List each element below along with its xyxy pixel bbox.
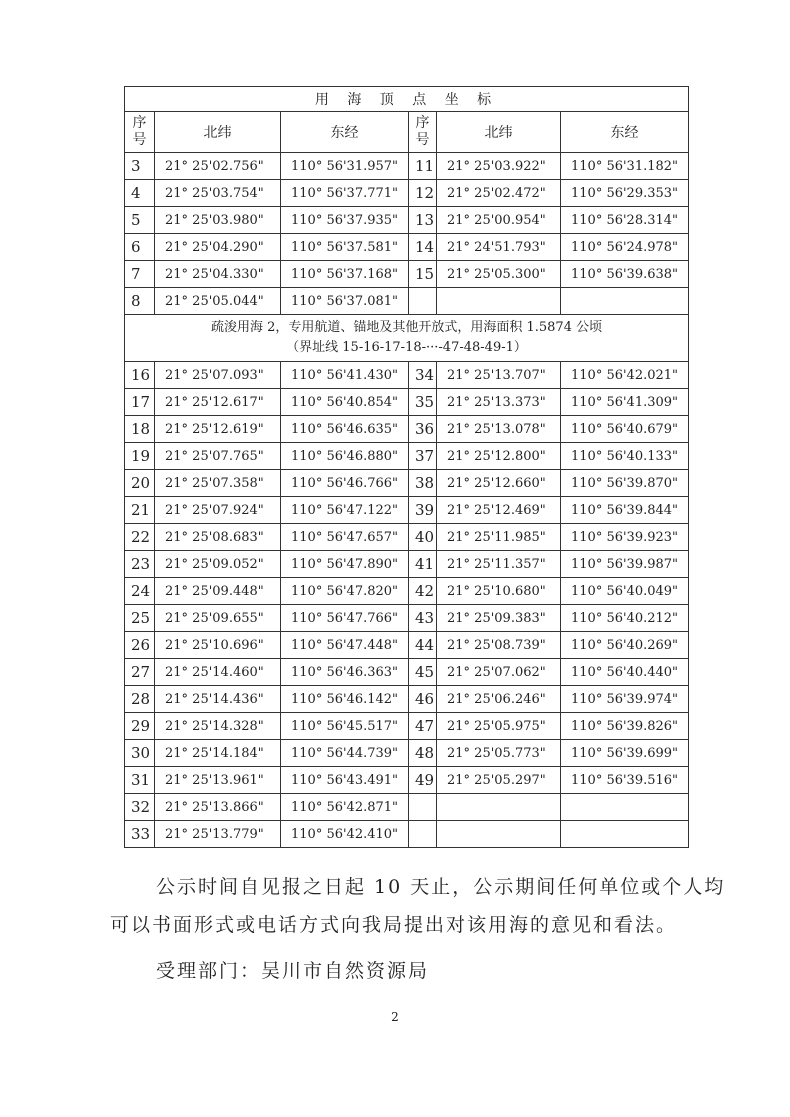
longitude-cell: 110° 56'42.871" (281, 794, 409, 821)
longitude-cell: 110° 56'47.657" (281, 524, 409, 551)
point-index: 34 (409, 362, 437, 389)
table-row (125, 524, 689, 551)
latitude-cell: 21° 25'13.707" (437, 362, 561, 389)
latitude-cell: 21° 25'11.357" (437, 551, 561, 578)
longitude-cell: 110° 56'46.363" (281, 659, 409, 686)
point-index: 29 (125, 713, 155, 740)
point-index: 13 (409, 207, 437, 234)
point-index: 27 (125, 659, 155, 686)
point-index: 6 (125, 234, 155, 261)
section-note: 疏浚用海 2，专用航道、锚地及其他开放式，用海面积 1.5874 公顷 （界址线 15-16-17-18-···-47-48-49-1） (125, 315, 689, 362)
longitude-cell: 110° 56'40.679" (561, 416, 689, 443)
point-index: 36 (409, 416, 437, 443)
latitude-cell: 21° 25'14.328" (155, 713, 281, 740)
latitude-cell: 21° 25'05.297" (437, 767, 561, 794)
longitude-cell: 110° 56'39.638" (561, 261, 689, 288)
latitude-cell: 21° 25'13.078" (437, 416, 561, 443)
latitude-cell: 21° 25'14.184" (155, 740, 281, 767)
latitude-cell: 21° 25'09.383" (437, 605, 561, 632)
latitude-cell: 21° 25'13.866" (155, 794, 281, 821)
latitude-cell: 21° 24'51.793" (437, 234, 561, 261)
point-index: 21 (125, 497, 155, 524)
point-index: 25 (125, 605, 155, 632)
latitude-cell: 21° 25'09.448" (155, 578, 281, 605)
longitude-cell: 110° 56'40.049" (561, 578, 689, 605)
latitude-cell (437, 794, 561, 821)
point-index: 23 (125, 551, 155, 578)
latitude-cell (437, 288, 561, 315)
point-index: 42 (409, 578, 437, 605)
longitude-cell: 110° 56'42.410" (281, 821, 409, 848)
longitude-cell: 110° 56'47.122" (281, 497, 409, 524)
table-row (125, 362, 689, 389)
point-index: 20 (125, 470, 155, 497)
point-index (409, 288, 437, 315)
table-title: 用 海 顶 点 坐 标 (125, 87, 689, 112)
table-row (125, 234, 689, 261)
latitude-cell: 21° 25'07.062" (437, 659, 561, 686)
longitude-cell: 110° 56'44.739" (281, 740, 409, 767)
latitude-cell: 21° 25'05.975" (437, 713, 561, 740)
point-index: 14 (409, 234, 437, 261)
longitude-cell: 110° 56'37.771" (281, 180, 409, 207)
longitude-cell: 110° 56'39.826" (561, 713, 689, 740)
point-index: 17 (125, 389, 155, 416)
table-row (125, 261, 689, 288)
table-row (125, 713, 689, 740)
latitude-cell: 21° 25'12.800" (437, 443, 561, 470)
point-index: 3 (125, 153, 155, 180)
latitude-cell: 21° 25'02.756" (155, 153, 281, 180)
notice-paragraph-line1: 公示时间自见报之日起 10 天止，公示期间任何单位或个人均 (156, 876, 726, 898)
point-index: 41 (409, 551, 437, 578)
latitude-cell: 21° 25'12.469" (437, 497, 561, 524)
table-row (125, 821, 689, 848)
point-index: 16 (125, 362, 155, 389)
latitude-cell: 21° 25'03.922" (437, 153, 561, 180)
latitude-cell: 21° 25'08.683" (155, 524, 281, 551)
point-index: 26 (125, 632, 155, 659)
longitude-cell: 110° 56'40.212" (561, 605, 689, 632)
point-index: 43 (409, 605, 437, 632)
longitude-cell (561, 821, 689, 848)
table-row (125, 443, 689, 470)
point-index: 37 (409, 443, 437, 470)
longitude-cell: 110° 56'37.081" (281, 288, 409, 315)
longitude-cell: 110° 56'45.517" (281, 713, 409, 740)
latitude-cell: 21° 25'13.779" (155, 821, 281, 848)
latitude-cell: 21° 25'04.330" (155, 261, 281, 288)
longitude-cell: 110° 56'37.168" (281, 261, 409, 288)
longitude-cell: 110° 56'31.182" (561, 153, 689, 180)
point-index: 31 (125, 767, 155, 794)
longitude-cell: 110° 56'47.820" (281, 578, 409, 605)
longitude-cell (561, 288, 689, 315)
table-row (125, 605, 689, 632)
longitude-cell: 110° 56'40.854" (281, 389, 409, 416)
header-lat: 北纬 (155, 112, 281, 153)
point-index: 39 (409, 497, 437, 524)
latitude-cell (437, 821, 561, 848)
point-index: 11 (409, 153, 437, 180)
table-row (125, 288, 689, 315)
table-row (125, 740, 689, 767)
coordinate-table (124, 86, 689, 848)
table-row (125, 153, 689, 180)
latitude-cell: 21° 25'14.460" (155, 659, 281, 686)
longitude-cell: 110° 56'24.978" (561, 234, 689, 261)
table-row (125, 389, 689, 416)
longitude-cell: 110° 56'40.440" (561, 659, 689, 686)
header-index: 序 号 (125, 112, 155, 153)
point-index: 32 (125, 794, 155, 821)
table-row (125, 686, 689, 713)
table-row (125, 180, 689, 207)
longitude-cell: 110° 56'47.766" (281, 605, 409, 632)
latitude-cell: 21° 25'12.660" (437, 470, 561, 497)
longitude-cell: 110° 56'41.430" (281, 362, 409, 389)
longitude-cell: 110° 56'37.935" (281, 207, 409, 234)
table-row (125, 767, 689, 794)
longitude-cell: 110° 56'39.987" (561, 551, 689, 578)
point-index: 22 (125, 524, 155, 551)
latitude-cell: 21° 25'07.924" (155, 497, 281, 524)
latitude-cell: 21° 25'05.773" (437, 740, 561, 767)
department-line: 受理部门：吴川市自然资源局 (156, 960, 430, 982)
point-index: 4 (125, 180, 155, 207)
longitude-cell: 110° 56'39.844" (561, 497, 689, 524)
point-index: 33 (125, 821, 155, 848)
page-number: 2 (391, 1010, 399, 1024)
point-index: 49 (409, 767, 437, 794)
longitude-cell: 110° 56'39.516" (561, 767, 689, 794)
latitude-cell: 21° 25'13.373" (437, 389, 561, 416)
table-row (125, 794, 689, 821)
point-index: 7 (125, 261, 155, 288)
longitude-cell: 110° 56'39.974" (561, 686, 689, 713)
point-index: 24 (125, 578, 155, 605)
latitude-cell: 21° 25'12.619" (155, 416, 281, 443)
latitude-cell: 21° 25'07.765" (155, 443, 281, 470)
latitude-cell: 21° 25'04.290" (155, 234, 281, 261)
latitude-cell: 21° 25'14.436" (155, 686, 281, 713)
latitude-cell: 21° 25'12.617" (155, 389, 281, 416)
table-row (125, 470, 689, 497)
table-row (125, 659, 689, 686)
point-index: 15 (409, 261, 437, 288)
latitude-cell: 21° 25'09.052" (155, 551, 281, 578)
table-row (125, 578, 689, 605)
point-index: 48 (409, 740, 437, 767)
latitude-cell: 21° 25'05.044" (155, 288, 281, 315)
table-row (125, 551, 689, 578)
longitude-cell: 110° 56'39.870" (561, 470, 689, 497)
latitude-cell: 21° 25'08.739" (437, 632, 561, 659)
header-lon: 东经 (561, 112, 689, 153)
longitude-cell: 110° 56'37.581" (281, 234, 409, 261)
point-index: 19 (125, 443, 155, 470)
point-index: 5 (125, 207, 155, 234)
latitude-cell: 21° 25'02.472" (437, 180, 561, 207)
longitude-cell: 110° 56'46.766" (281, 470, 409, 497)
notice-paragraph-line2: 可以书面形式或电话方式向我局提出对该用海的意见和看法。 (110, 914, 678, 936)
point-index: 30 (125, 740, 155, 767)
table-row (125, 632, 689, 659)
table-header-row (125, 112, 689, 153)
point-index (409, 794, 437, 821)
point-index: 35 (409, 389, 437, 416)
latitude-cell: 21° 25'05.300" (437, 261, 561, 288)
table-title-row (125, 87, 689, 112)
longitude-cell: 110° 56'29.353" (561, 180, 689, 207)
longitude-cell: 110° 56'46.880" (281, 443, 409, 470)
longitude-cell: 110° 56'43.491" (281, 767, 409, 794)
header-index: 序 号 (409, 112, 437, 153)
table-row (125, 416, 689, 443)
latitude-cell: 21° 25'10.696" (155, 632, 281, 659)
point-index: 46 (409, 686, 437, 713)
latitude-cell: 21° 25'07.093" (155, 362, 281, 389)
latitude-cell: 21° 25'00.954" (437, 207, 561, 234)
point-index: 12 (409, 180, 437, 207)
latitude-cell: 21° 25'11.985" (437, 524, 561, 551)
latitude-cell: 21° 25'06.246" (437, 686, 561, 713)
table-row (125, 207, 689, 234)
longitude-cell: 110° 56'46.635" (281, 416, 409, 443)
point-index: 47 (409, 713, 437, 740)
header-lon: 东经 (281, 112, 409, 153)
table-row (125, 497, 689, 524)
longitude-cell: 110° 56'28.314" (561, 207, 689, 234)
longitude-cell: 110° 56'41.309" (561, 389, 689, 416)
point-index: 45 (409, 659, 437, 686)
latitude-cell: 21° 25'03.754" (155, 180, 281, 207)
latitude-cell: 21° 25'13.961" (155, 767, 281, 794)
point-index: 8 (125, 288, 155, 315)
longitude-cell: 110° 56'47.448" (281, 632, 409, 659)
point-index: 38 (409, 470, 437, 497)
longitude-cell: 110° 56'42.021" (561, 362, 689, 389)
latitude-cell: 21° 25'10.680" (437, 578, 561, 605)
longitude-cell: 110° 56'31.957" (281, 153, 409, 180)
longitude-cell: 110° 56'47.890" (281, 551, 409, 578)
latitude-cell: 21° 25'09.655" (155, 605, 281, 632)
point-index: 44 (409, 632, 437, 659)
latitude-cell: 21° 25'03.980" (155, 207, 281, 234)
point-index (409, 821, 437, 848)
longitude-cell: 110° 56'39.699" (561, 740, 689, 767)
longitude-cell: 110° 56'40.269" (561, 632, 689, 659)
longitude-cell: 110° 56'39.923" (561, 524, 689, 551)
header-lat: 北纬 (437, 112, 561, 153)
latitude-cell: 21° 25'07.358" (155, 470, 281, 497)
section-note-row (125, 315, 689, 362)
point-index: 28 (125, 686, 155, 713)
point-index: 18 (125, 416, 155, 443)
longitude-cell: 110° 56'46.142" (281, 686, 409, 713)
longitude-cell (561, 794, 689, 821)
longitude-cell: 110° 56'40.133" (561, 443, 689, 470)
point-index: 40 (409, 524, 437, 551)
